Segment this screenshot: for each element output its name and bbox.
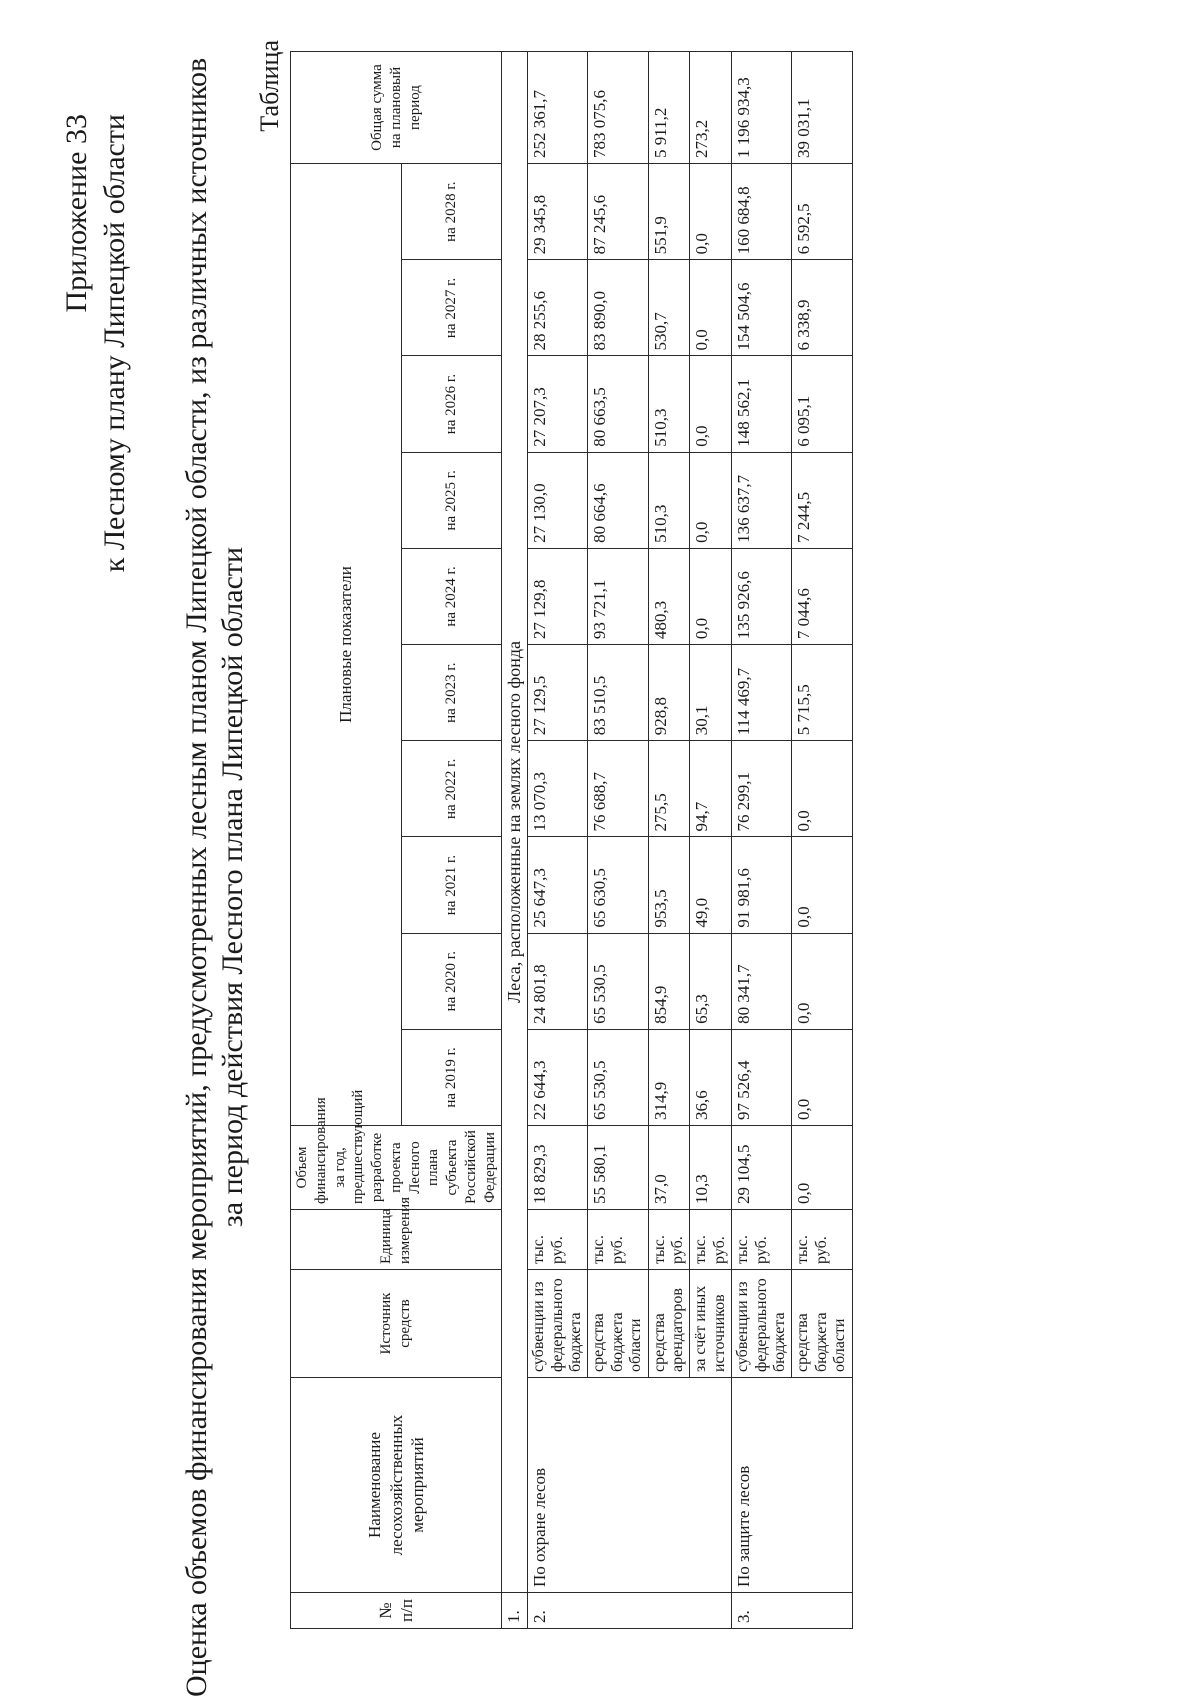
year-cell: 36,6 — [690, 1029, 732, 1125]
row-number: 1. — [502, 1593, 528, 1629]
table-row — [732, 52, 792, 1629]
year-cell: 27 129,8 — [528, 548, 588, 644]
year-cell: 0,0 — [792, 933, 852, 1029]
year-cell: 148 562,1 — [732, 356, 792, 452]
year-cell: 160 684,8 — [732, 164, 792, 260]
base-cell: 37,0 — [648, 1126, 690, 1210]
col-header-num: № п/п — [291, 1593, 502, 1629]
col-header-unit: Единица измерения — [291, 1210, 502, 1270]
section-row — [502, 52, 528, 1629]
year-cell: 0,0 — [792, 741, 852, 837]
year-cell: 0,0 — [690, 260, 732, 356]
base-cell: 10,3 — [690, 1126, 732, 1210]
year-cell: 97 526,4 — [732, 1029, 792, 1125]
year-cell: 65 630,5 — [588, 837, 648, 933]
source-cell: за счёт иных источников — [690, 1270, 732, 1378]
col-header-year: на 2019 г. — [401, 1029, 501, 1125]
year-cell: 7 044,6 — [792, 548, 852, 644]
unit-cell: тыс. руб. — [648, 1210, 690, 1270]
source-cell: средства бюджета области — [588, 1270, 648, 1378]
year-cell: 27 129,5 — [528, 645, 588, 741]
document-title: Оценка объемов финансирования мероприятий, предусмотренных лесным планом Липецкой области, из различных источников — [180, 57, 213, 1697]
total-cell: 783 075,6 — [588, 52, 648, 164]
year-cell: 28 255,6 — [528, 260, 588, 356]
year-cell: 0,0 — [792, 1029, 852, 1125]
base-cell: 0,0 — [792, 1126, 852, 1210]
year-cell: 114 469,7 — [732, 645, 792, 741]
unit-cell: тыс. руб. — [528, 1210, 588, 1270]
col-header-year: на 2024 г. — [401, 548, 501, 644]
year-cell: 510,3 — [648, 356, 690, 452]
col-header-total: Общая сумма на плановый период — [291, 52, 502, 164]
col-header-year: на 2027 г. — [401, 260, 501, 356]
total-cell: 252 361,7 — [528, 52, 588, 164]
year-cell: 551,9 — [648, 164, 690, 260]
year-cell: 29 345,8 — [528, 164, 588, 260]
total-cell: 39 031,1 — [792, 52, 852, 164]
year-cell: 87 245,6 — [588, 164, 648, 260]
year-cell: 953,5 — [648, 837, 690, 933]
source-cell: средства арендаторов — [648, 1270, 690, 1378]
year-cell: 24 801,8 — [528, 933, 588, 1029]
year-cell: 136 637,7 — [732, 452, 792, 548]
year-cell: 76 688,7 — [588, 741, 648, 837]
col-header-source: Источник средств — [291, 1270, 502, 1378]
year-cell: 314,9 — [648, 1029, 690, 1125]
col-header-year: на 2023 г. — [401, 645, 501, 741]
col-header-year: на 2026 г. — [401, 356, 501, 452]
year-cell: 6 338,9 — [792, 260, 852, 356]
year-cell: 83 510,5 — [588, 645, 648, 741]
source-cell: средства бюджета области — [792, 1270, 852, 1378]
year-cell: 0,0 — [792, 837, 852, 933]
total-cell: 1 196 934,3 — [732, 52, 792, 164]
year-cell: 7 244,5 — [792, 452, 852, 548]
col-header-base: Объем финансирования за год, предшествующий разработке проекта Лесного плана субъекта Российской Федерации — [291, 1126, 502, 1210]
annex-number: Приложение 33 — [60, 114, 93, 313]
table-label: Таблица — [255, 40, 284, 132]
source-cell: субвенции из федерального бюджета — [732, 1270, 792, 1378]
year-cell: 83 890,0 — [588, 260, 648, 356]
base-cell: 18 829,3 — [528, 1126, 588, 1210]
year-cell: 854,9 — [648, 933, 690, 1029]
year-cell: 94,7 — [690, 741, 732, 837]
col-header-year: на 2021 г. — [401, 837, 501, 933]
year-cell: 65,3 — [690, 933, 732, 1029]
unit-cell: тыс. руб. — [588, 1210, 648, 1270]
year-cell: 6 592,5 — [792, 164, 852, 260]
section-label: Леса, расположенные на землях лесного фонда — [502, 52, 528, 1593]
financing-table — [290, 51, 853, 1629]
year-cell: 80 341,7 — [732, 933, 792, 1029]
col-header-name: Наименование лесохозяйственных мероприятий — [291, 1378, 502, 1593]
total-cell: 5 911,2 — [648, 52, 690, 164]
year-cell: 510,3 — [648, 452, 690, 548]
year-cell: 65 530,5 — [588, 933, 648, 1029]
year-cell: 65 530,5 — [588, 1029, 648, 1125]
year-cell: 27 130,0 — [528, 452, 588, 548]
year-cell: 135 926,6 — [732, 548, 792, 644]
year-cell: 480,3 — [648, 548, 690, 644]
year-cell: 0,0 — [690, 548, 732, 644]
activity-name: По защите лесов — [732, 1378, 852, 1593]
year-cell: 275,5 — [648, 741, 690, 837]
year-cell: 93 721,1 — [588, 548, 648, 644]
base-cell: 55 580,1 — [588, 1126, 648, 1210]
year-cell: 0,0 — [690, 452, 732, 548]
total-cell: 273,2 — [690, 52, 732, 164]
year-cell: 13 070,3 — [528, 741, 588, 837]
annex-reference: к Лесному плану Липецкой области — [98, 114, 131, 573]
source-cell: субвенции из федерального бюджета — [528, 1270, 588, 1378]
table-row — [528, 52, 588, 1629]
year-cell: 30,1 — [690, 645, 732, 741]
document-subtitle: за период действия Лесного плана Липецкой области — [216, 546, 249, 1228]
unit-cell: тыс. руб. — [792, 1210, 852, 1270]
base-cell: 29 104,5 — [732, 1126, 792, 1210]
year-cell: 76 299,1 — [732, 741, 792, 837]
year-cell: 5 715,5 — [792, 645, 852, 741]
year-cell: 27 207,3 — [528, 356, 588, 452]
year-cell: 22 644,3 — [528, 1029, 588, 1125]
activity-name: По охране лесов — [528, 1378, 732, 1593]
col-header-year: на 2020 г. — [401, 933, 501, 1029]
year-cell: 25 647,3 — [528, 837, 588, 933]
year-cell: 0,0 — [690, 164, 732, 260]
year-cell: 6 095,1 — [792, 356, 852, 452]
year-cell: 530,7 — [648, 260, 690, 356]
header-row-1 — [291, 52, 402, 1629]
year-cell: 80 663,5 — [588, 356, 648, 452]
year-cell: 80 664,6 — [588, 452, 648, 548]
year-cell: 154 504,6 — [732, 260, 792, 356]
col-header-year: на 2028 г. — [401, 164, 501, 260]
year-cell: 928,8 — [648, 645, 690, 741]
year-cell: 91 981,6 — [732, 837, 792, 933]
row-number: 3. — [732, 1593, 852, 1629]
year-cell: 0,0 — [690, 356, 732, 452]
row-number: 2. — [528, 1593, 732, 1629]
year-cell: 49,0 — [690, 837, 732, 933]
col-header-year: на 2025 г. — [401, 452, 501, 548]
unit-cell: тыс. руб. — [690, 1210, 732, 1270]
unit-cell: тыс. руб. — [732, 1210, 792, 1270]
col-header-planned: Плановые показатели — [291, 164, 402, 1126]
col-header-year: на 2022 г. — [401, 741, 501, 837]
